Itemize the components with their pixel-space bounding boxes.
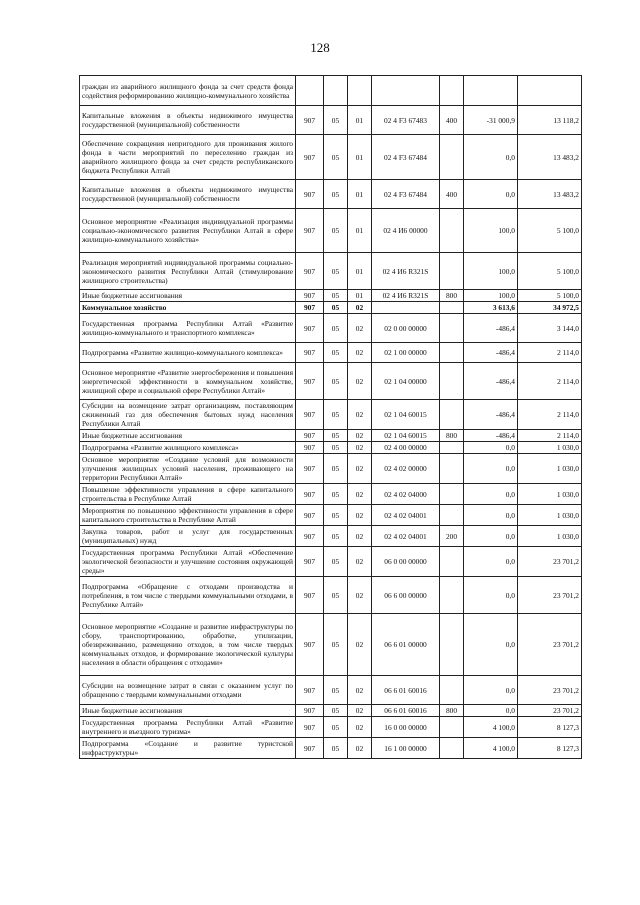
cell-name: Закупка товаров, работ и услуг для государственных (муниципальных) нужд xyxy=(80,526,296,547)
cell-section: 05 xyxy=(324,676,348,705)
cell-expense-type xyxy=(440,400,464,430)
cell-change-amount: 100,0 xyxy=(464,253,518,290)
cell-name: Государственная программа Республики Алтай «Развитие внутреннего и въездного туризма» xyxy=(80,717,296,738)
table-row xyxy=(80,343,582,363)
cell-expense-type xyxy=(440,135,464,180)
cell-expense-type: 800 xyxy=(440,705,464,717)
cell-change-amount: 0,0 xyxy=(464,577,518,614)
cell-change-amount: 0,0 xyxy=(464,180,518,209)
cell-change-amount: 0,0 xyxy=(464,484,518,505)
cell-section: 05 xyxy=(324,430,348,442)
cell-subsection: 02 xyxy=(348,505,372,526)
cell-total-amount: 34 972,5 xyxy=(518,302,582,314)
cell-total-amount: 2 114,0 xyxy=(518,363,582,400)
cell-change-amount: 4 100,0 xyxy=(464,717,518,738)
cell-change-amount: 0,0 xyxy=(464,614,518,676)
cell-name: Иные бюджетные ассигнования xyxy=(80,705,296,717)
cell-subsection: 02 xyxy=(348,614,372,676)
cell-expense-type xyxy=(440,442,464,454)
cell-section: 05 xyxy=(324,717,348,738)
cell-section: 05 xyxy=(324,442,348,454)
cell-subsection: 01 xyxy=(348,106,372,135)
cell-expense-type xyxy=(440,343,464,363)
cell-section: 05 xyxy=(324,253,348,290)
cell-total-amount: 13 483,2 xyxy=(518,180,582,209)
cell-target-item: 02 4 F3 67484 xyxy=(372,135,440,180)
cell-subsection: 02 xyxy=(348,343,372,363)
cell-name: Подпрограмма «Развитие жилищно-коммунального комплекса» xyxy=(80,343,296,363)
cell-subsection: 01 xyxy=(348,135,372,180)
table-row xyxy=(80,363,582,400)
cell-section: 05 xyxy=(324,526,348,547)
cell-ved: 907 xyxy=(296,400,324,430)
cell-ved: 907 xyxy=(296,442,324,454)
cell-expense-type xyxy=(440,614,464,676)
cell-total-amount: 23 701,2 xyxy=(518,614,582,676)
cell-change-amount: 0,0 xyxy=(464,135,518,180)
cell-name: Иные бюджетные ассигнования xyxy=(80,290,296,302)
cell-ved: 907 xyxy=(296,314,324,343)
table-row xyxy=(80,253,582,290)
cell-section: 05 xyxy=(324,209,348,253)
cell-expense-type xyxy=(440,577,464,614)
cell-total-amount: 8 127,3 xyxy=(518,717,582,738)
cell-change-amount xyxy=(464,76,518,106)
table-row xyxy=(80,106,582,135)
cell-total-amount: 2 114,0 xyxy=(518,343,582,363)
cell-total-amount: 5 100,0 xyxy=(518,253,582,290)
cell-ved: 907 xyxy=(296,343,324,363)
table-row xyxy=(80,705,582,717)
cell-expense-type xyxy=(440,302,464,314)
cell-section: 05 xyxy=(324,454,348,484)
cell-ved: 907 xyxy=(296,454,324,484)
cell-total-amount: 13 483,2 xyxy=(518,135,582,180)
cell-section: 05 xyxy=(324,180,348,209)
cell-ved: 907 xyxy=(296,290,324,302)
cell-ved: 907 xyxy=(296,484,324,505)
cell-change-amount: 0,0 xyxy=(464,505,518,526)
cell-subsection: 02 xyxy=(348,676,372,705)
cell-target-item: 02 4 И6 R321S xyxy=(372,253,440,290)
cell-expense-type xyxy=(440,314,464,343)
cell-total-amount: 2 114,0 xyxy=(518,430,582,442)
cell-change-amount: -486,4 xyxy=(464,430,518,442)
cell-target-item: 02 4 02 00000 xyxy=(372,454,440,484)
cell-name: Основное мероприятие «Реализация индивидуальной программы социально-экономического развития Республики Алтай в сфере жилищно-коммунального хозяйства» xyxy=(80,209,296,253)
cell-ved: 907 xyxy=(296,738,324,759)
table-row xyxy=(80,302,582,314)
cell-section: 05 xyxy=(324,106,348,135)
cell-subsection: 02 xyxy=(348,430,372,442)
cell-expense-type: 800 xyxy=(440,430,464,442)
cell-target-item: 16 1 00 00000 xyxy=(372,738,440,759)
cell-ved: 907 xyxy=(296,547,324,577)
cell-total-amount: 5 100,0 xyxy=(518,209,582,253)
table-row xyxy=(80,442,582,454)
table-row xyxy=(80,209,582,253)
cell-section: 05 xyxy=(324,705,348,717)
cell-name: Государственная программа Республики Алтай «Обеспечение экологической безопасности и улучшение состояния окружающей среды» xyxy=(80,547,296,577)
cell-subsection: 02 xyxy=(348,400,372,430)
cell-section: 05 xyxy=(324,614,348,676)
cell-section: 05 xyxy=(324,135,348,180)
cell-target-item: 02 1 04 00000 xyxy=(372,363,440,400)
table-row xyxy=(80,430,582,442)
cell-target-item: 06 6 01 60016 xyxy=(372,676,440,705)
cell-change-amount: -486,4 xyxy=(464,343,518,363)
cell-section: 05 xyxy=(324,343,348,363)
cell-name: Повышение эффективности управления в сфере капитального строительства в Республике Алтай xyxy=(80,484,296,505)
cell-section: 05 xyxy=(324,484,348,505)
cell-total-amount: 1 030,0 xyxy=(518,442,582,454)
budget-table xyxy=(79,75,582,759)
cell-ved: 907 xyxy=(296,363,324,400)
cell-total-amount: 1 030,0 xyxy=(518,454,582,484)
cell-target-item: 02 4 02 04000 xyxy=(372,484,440,505)
cell-total-amount: 23 701,2 xyxy=(518,676,582,705)
cell-target-item: 02 4 И6 R321S xyxy=(372,290,440,302)
table-row xyxy=(80,290,582,302)
cell-name: Подпрограмма «Развитие жилищного комплекса» xyxy=(80,442,296,454)
cell-section: 05 xyxy=(324,290,348,302)
cell-expense-type: 400 xyxy=(440,106,464,135)
cell-change-amount: -486,4 xyxy=(464,400,518,430)
cell-change-amount: 0,0 xyxy=(464,676,518,705)
cell-ved: 907 xyxy=(296,106,324,135)
cell-expense-type xyxy=(440,484,464,505)
cell-expense-type xyxy=(440,505,464,526)
table-row xyxy=(80,314,582,343)
cell-section: 05 xyxy=(324,314,348,343)
cell-expense-type xyxy=(440,76,464,106)
cell-change-amount: 4 100,0 xyxy=(464,738,518,759)
cell-ved: 907 xyxy=(296,505,324,526)
cell-target-item: 02 4 F3 67484 xyxy=(372,180,440,209)
cell-ved: 907 xyxy=(296,676,324,705)
cell-section: 05 xyxy=(324,363,348,400)
cell-expense-type: 400 xyxy=(440,180,464,209)
cell-expense-type xyxy=(440,738,464,759)
cell-subsection xyxy=(348,76,372,106)
cell-section: 05 xyxy=(324,302,348,314)
cell-name: Капитальные вложения в объекты недвижимого имущества государственной (муниципальной) собственности xyxy=(80,106,296,135)
table-row xyxy=(80,76,582,106)
cell-target-item: 02 4 00 00000 xyxy=(372,442,440,454)
cell-name: Реализация мероприятий индивидуальной программы социально-экономического развития Республики Алтай (стимулирование жилищного строительства) xyxy=(80,253,296,290)
cell-name: Основное мероприятие «Развитие энергосбережения и повышения энергетической эффективности в коммунальном хозяйстве, жилищной сфере и социальной сфере Республики Алтай» xyxy=(80,363,296,400)
cell-name: Подпрограмма «Создание и развитие туристской инфраструктуры» xyxy=(80,738,296,759)
cell-expense-type xyxy=(440,363,464,400)
cell-name: граждан из аварийного жилищного фонда за счет средств фонда содействия реформированию жилищно-коммунального хозяйства xyxy=(80,76,296,106)
table-row xyxy=(80,547,582,577)
cell-subsection: 02 xyxy=(348,717,372,738)
cell-name: Коммунальное хозяйство xyxy=(80,302,296,314)
cell-name: Иные бюджетные ассигнования xyxy=(80,430,296,442)
cell-ved: 907 xyxy=(296,717,324,738)
cell-expense-type xyxy=(440,547,464,577)
cell-name: Субсидии на возмещение затрат организациям, поставляющим сжиженный газ для обеспечения бытовых нужд населения Республики Алтай xyxy=(80,400,296,430)
cell-subsection: 02 xyxy=(348,577,372,614)
cell-ved: 907 xyxy=(296,302,324,314)
table-row xyxy=(80,614,582,676)
cell-subsection: 02 xyxy=(348,705,372,717)
cell-name: Основное мероприятие «Создание и развитие инфраструктуры по сбору, транспортированию, обработке, утилизации, обезвреживанию, размещению отходов, в том числе твердых коммунальных отходов, и формирование экологической культуры населения в области обращения с отходами» xyxy=(80,614,296,676)
cell-target-item: 02 1 04 60015 xyxy=(372,430,440,442)
cell-subsection: 02 xyxy=(348,442,372,454)
cell-subsection: 02 xyxy=(348,547,372,577)
cell-total-amount: 23 701,2 xyxy=(518,547,582,577)
cell-total-amount: 23 701,2 xyxy=(518,705,582,717)
cell-ved: 907 xyxy=(296,526,324,547)
cell-subsection: 02 xyxy=(348,738,372,759)
cell-target-item: 06 6 01 00000 xyxy=(372,614,440,676)
cell-target-item: 02 4 И6 00000 xyxy=(372,209,440,253)
cell-change-amount: 0,0 xyxy=(464,705,518,717)
cell-change-amount: -31 000,9 xyxy=(464,106,518,135)
cell-name: Подпрограмма «Обращение с отходами производства и потребления, в том числе с твердыми коммунальными отходами, в Республике Алтай» xyxy=(80,577,296,614)
table-row xyxy=(80,454,582,484)
cell-target-item: 06 6 01 60016 xyxy=(372,705,440,717)
cell-change-amount: -486,4 xyxy=(464,314,518,343)
cell-total-amount: 13 118,2 xyxy=(518,106,582,135)
cell-ved: 907 xyxy=(296,180,324,209)
cell-change-amount: -486,4 xyxy=(464,363,518,400)
cell-subsection: 01 xyxy=(348,290,372,302)
cell-change-amount: 100,0 xyxy=(464,209,518,253)
cell-section: 05 xyxy=(324,577,348,614)
cell-total-amount: 23 701,2 xyxy=(518,577,582,614)
cell-total-amount: 2 114,0 xyxy=(518,400,582,430)
cell-subsection: 01 xyxy=(348,209,372,253)
cell-name: Основное мероприятие «Создание условий для возможности улучшения жилищных условий населения, проживающего на территории Республики Алтай» xyxy=(80,454,296,484)
cell-ved: 907 xyxy=(296,430,324,442)
cell-change-amount: 0,0 xyxy=(464,526,518,547)
cell-ved: 907 xyxy=(296,253,324,290)
cell-change-amount: 100,0 xyxy=(464,290,518,302)
cell-total-amount: 1 030,0 xyxy=(518,526,582,547)
table-row xyxy=(80,180,582,209)
cell-target-item: 16 0 00 00000 xyxy=(372,717,440,738)
cell-ved: 907 xyxy=(296,135,324,180)
table-row xyxy=(80,577,582,614)
cell-section: 05 xyxy=(324,505,348,526)
cell-name: Государственная программа Республики Алтай «Развитие жилищно-коммунального и транспортного комплекса» xyxy=(80,314,296,343)
cell-subsection: 02 xyxy=(348,302,372,314)
cell-ved: 907 xyxy=(296,577,324,614)
cell-subsection: 01 xyxy=(348,253,372,290)
cell-subsection: 01 xyxy=(348,180,372,209)
cell-target-item: 02 4 F3 67483 xyxy=(372,106,440,135)
cell-target-item: 02 4 02 04001 xyxy=(372,505,440,526)
cell-expense-type xyxy=(440,209,464,253)
cell-target-item: 06 6 00 00000 xyxy=(372,577,440,614)
cell-name: Субсидии на возмещение затрат в связи с оказанием услуг по обращению с твердыми коммунальными отходами xyxy=(80,676,296,705)
cell-total-amount xyxy=(518,76,582,106)
cell-section xyxy=(324,76,348,106)
table-row xyxy=(80,505,582,526)
cell-target-item: 02 1 04 60015 xyxy=(372,400,440,430)
cell-expense-type xyxy=(440,676,464,705)
cell-section: 05 xyxy=(324,547,348,577)
page-number: 128 xyxy=(310,40,330,55)
table-row xyxy=(80,484,582,505)
cell-change-amount: 0,0 xyxy=(464,547,518,577)
cell-section: 05 xyxy=(324,738,348,759)
table-row xyxy=(80,676,582,705)
cell-subsection: 02 xyxy=(348,363,372,400)
cell-target-item xyxy=(372,76,440,106)
cell-expense-type xyxy=(440,454,464,484)
cell-ved: 907 xyxy=(296,614,324,676)
cell-total-amount: 1 030,0 xyxy=(518,505,582,526)
table-row xyxy=(80,526,582,547)
cell-expense-type: 800 xyxy=(440,290,464,302)
cell-total-amount: 5 100,0 xyxy=(518,290,582,302)
table-row xyxy=(80,717,582,738)
cell-subsection: 02 xyxy=(348,454,372,484)
cell-total-amount: 8 127,3 xyxy=(518,738,582,759)
cell-total-amount: 1 030,0 xyxy=(518,484,582,505)
cell-change-amount: 0,0 xyxy=(464,454,518,484)
cell-ved: 907 xyxy=(296,209,324,253)
cell-expense-type xyxy=(440,253,464,290)
cell-name: Мероприятия по повышению эффективности управления в сфере капитального строительства в Республике Алтай xyxy=(80,505,296,526)
cell-name: Капитальные вложения в объекты недвижимого имущества государственной (муниципальной) собственности xyxy=(80,180,296,209)
cell-target-item: 02 4 02 04001 xyxy=(372,526,440,547)
cell-ved xyxy=(296,76,324,106)
table-row xyxy=(80,400,582,430)
cell-ved: 907 xyxy=(296,705,324,717)
cell-target-item: 06 0 00 00000 xyxy=(372,547,440,577)
table-row xyxy=(80,135,582,180)
cell-expense-type xyxy=(440,717,464,738)
cell-subsection: 02 xyxy=(348,484,372,505)
cell-change-amount: 3 613,6 xyxy=(464,302,518,314)
cell-subsection: 02 xyxy=(348,314,372,343)
cell-name: Обеспечение сокращения непригодного для проживания жилого фонда в части мероприятий по переселению граждан из аварийного жилищного фонда за счет средств республиканского бюджета Республики Алтай xyxy=(80,135,296,180)
cell-change-amount: 0,0 xyxy=(464,442,518,454)
table-row xyxy=(80,738,582,759)
cell-section: 05 xyxy=(324,400,348,430)
cell-subsection: 02 xyxy=(348,526,372,547)
cell-target-item xyxy=(372,302,440,314)
cell-target-item: 02 0 00 00000 xyxy=(372,314,440,343)
cell-total-amount: 3 144,0 xyxy=(518,314,582,343)
cell-expense-type: 200 xyxy=(440,526,464,547)
cell-target-item: 02 1 00 00000 xyxy=(372,343,440,363)
